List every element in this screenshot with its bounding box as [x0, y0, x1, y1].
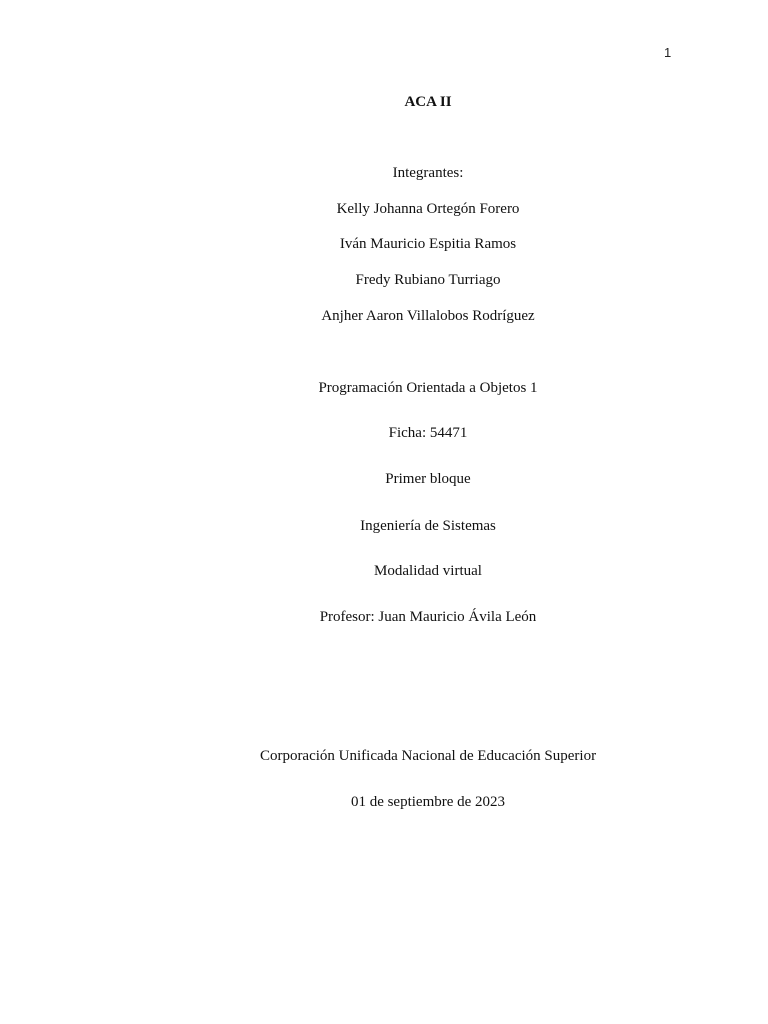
page-number: 1 — [664, 45, 672, 60]
document-title: ACA II — [404, 94, 452, 110]
block-label: Primer bloque — [385, 471, 471, 487]
course-name: Programación Orientada a Objetos 1 — [318, 380, 538, 396]
modality-label: Modalidad virtual — [374, 563, 482, 579]
institution-name: Corporación Unificada Nacional de Educación Superior — [259, 748, 597, 764]
ficha-number: Ficha: 54471 — [388, 425, 468, 441]
member-name: Anjher Aaron Villalobos Rodríguez — [321, 308, 535, 324]
member-name: Iván Mauricio Espitia Ramos — [339, 236, 517, 252]
program-name: Ingeniería de Sistemas — [360, 518, 496, 534]
professor-name: Profesor: Juan Mauricio Ávila León — [319, 609, 537, 625]
document-date: 01 de septiembre de 2023 — [350, 794, 506, 810]
member-name: Fredy Rubiano Turriago — [355, 272, 501, 288]
members-heading: Integrantes: — [392, 165, 464, 181]
member-name: Kelly Johanna Ortegón Forero — [336, 201, 520, 217]
